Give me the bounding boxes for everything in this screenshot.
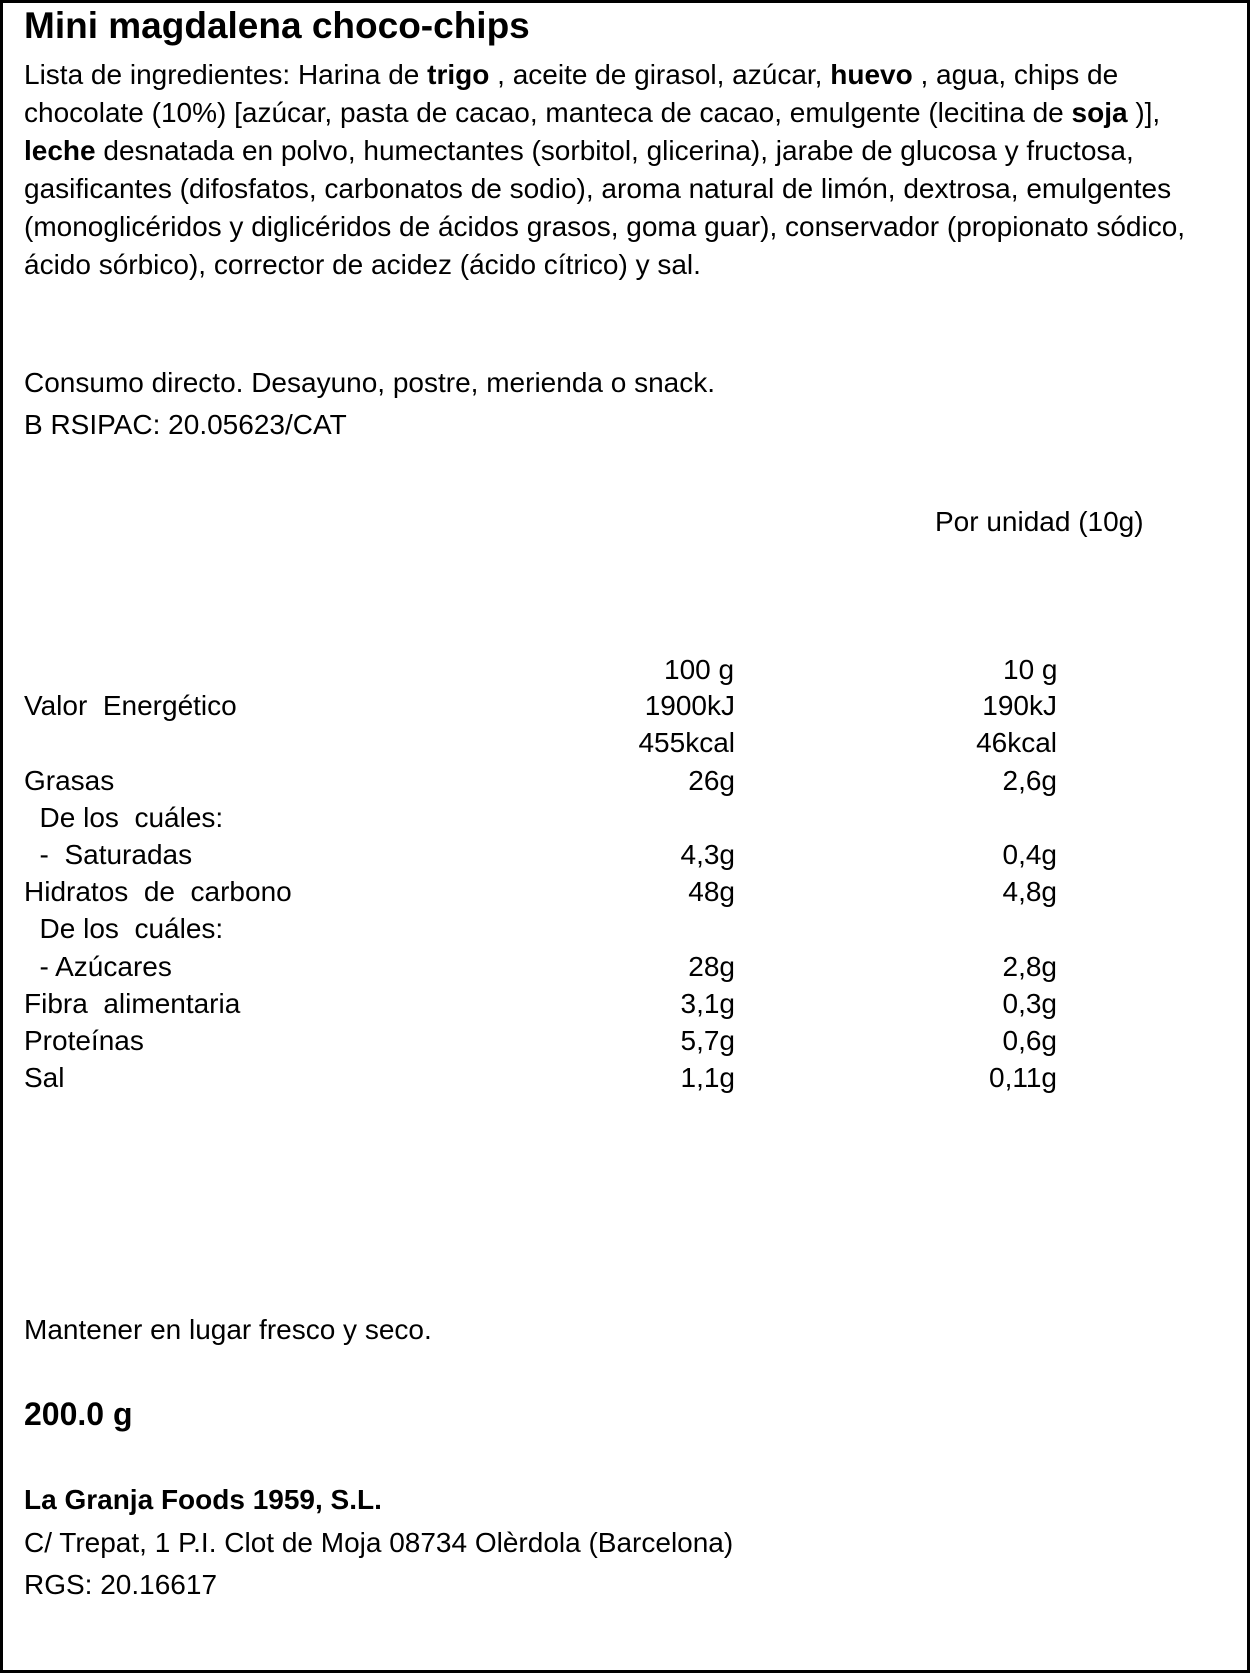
storage-text: Mantener en lugar fresco y seco. — [24, 1314, 432, 1345]
nutrient-label: Fibra alimentaria — [24, 988, 241, 1019]
nutrient-value-10g: 46kcal — [976, 727, 1057, 758]
nutrient-label: Grasas — [24, 765, 115, 796]
ingredients-text: Lista de ingredientes: Harina de — [24, 59, 428, 90]
product-title: Mini magdalena choco-chips — [24, 5, 530, 46]
nutrient-value-100g: 5,7g — [680, 1025, 735, 1056]
nutrient-label: De los cuáles: — [24, 913, 224, 944]
nutrient-value-10g: 2,8g — [1002, 951, 1057, 982]
nutrient-value-100g: 1,1g — [680, 1062, 735, 1093]
allergen-milk: leche — [24, 135, 96, 166]
nutrient-label: Hidratos de carbono — [24, 876, 292, 907]
nutrient-label: Proteínas — [24, 1025, 144, 1056]
ingredients-text: , aceite de girasol, azúcar, — [489, 59, 831, 90]
nutrient-value-10g: 2,6g — [1002, 765, 1057, 796]
nutrient-value-10g: 0,11g — [989, 1062, 1057, 1093]
nutrient-label: - Saturadas — [24, 839, 193, 870]
ingredients-text: , agua, chips de chocolate (10%) [azúcar, pasta de cacao, manteca de cacao, emulgente (lecitina de — [24, 59, 1119, 128]
allergen-egg: huevo — [830, 59, 913, 90]
nutrient-value-100g: 3,1g — [680, 988, 735, 1019]
ingredients-list — [24, 56, 1214, 284]
nutrient-label: De los cuáles: — [24, 802, 224, 833]
nutrient-value-10g: 190kJ — [982, 690, 1057, 721]
ingredients-text: )], — [1127, 97, 1161, 128]
nutrient-value-10g: 4,8g — [1002, 876, 1057, 907]
nutrient-value-10g: 0,6g — [1002, 1025, 1057, 1056]
usage-text: Consumo directo. Desayuno, postre, merienda o snack. — [24, 367, 716, 398]
nutrient-value-100g: 4,3g — [680, 839, 735, 870]
col-10g-header: 10 g — [1003, 654, 1058, 685]
company-address: C/ Trepat, 1 P.I. Clot de Moja 08734 Olèrdola (Barcelona) — [24, 1527, 734, 1558]
ingredients-text: desnatada en polvo, humectantes (sorbitol, glicerina), jarabe de glucosa y fructosa, gasificantes (difosfatos, carbonatos de sodio), aroma natural de limón, dextrosa, emulgentes (monoglicéridos y diglicéridos de ácidos grasos, goma guar), conservador (propionato sódico, ácido sórbico), corrector de acidez (ácido cítrico) y sal. — [24, 135, 1186, 280]
company-name: La Granja Foods 1959, S.L. — [24, 1484, 382, 1515]
nutrient-value-100g: 28g — [688, 951, 735, 982]
nutrient-label: - Azúcares — [24, 951, 172, 982]
allergen-soy: soja — [1071, 97, 1128, 128]
nutrient-label: Sal — [24, 1062, 65, 1093]
allergen-wheat: trigo — [427, 59, 490, 90]
company-rgs: RGS: 20.16617 — [24, 1569, 218, 1600]
col-100g-header: 100 g — [664, 654, 735, 685]
nutrient-value-10g: 0,4g — [1002, 839, 1057, 870]
nutrient-value-100g: 1900kJ — [644, 690, 735, 721]
nutrient-value-100g: 48g — [688, 876, 735, 907]
nutrient-value-100g: 455kcal — [638, 727, 735, 758]
nutrient-value-10g: 0,3g — [1002, 988, 1057, 1019]
nutrient-value-100g: 26g — [688, 765, 735, 796]
rsipac-text: B RSIPAC: 20.05623/CAT — [24, 409, 347, 440]
per-unit-header: Por unidad (10g) — [935, 506, 1144, 537]
nutrient-label: Valor Energético — [24, 690, 237, 721]
net-weight: 200.0 g — [24, 1396, 133, 1432]
